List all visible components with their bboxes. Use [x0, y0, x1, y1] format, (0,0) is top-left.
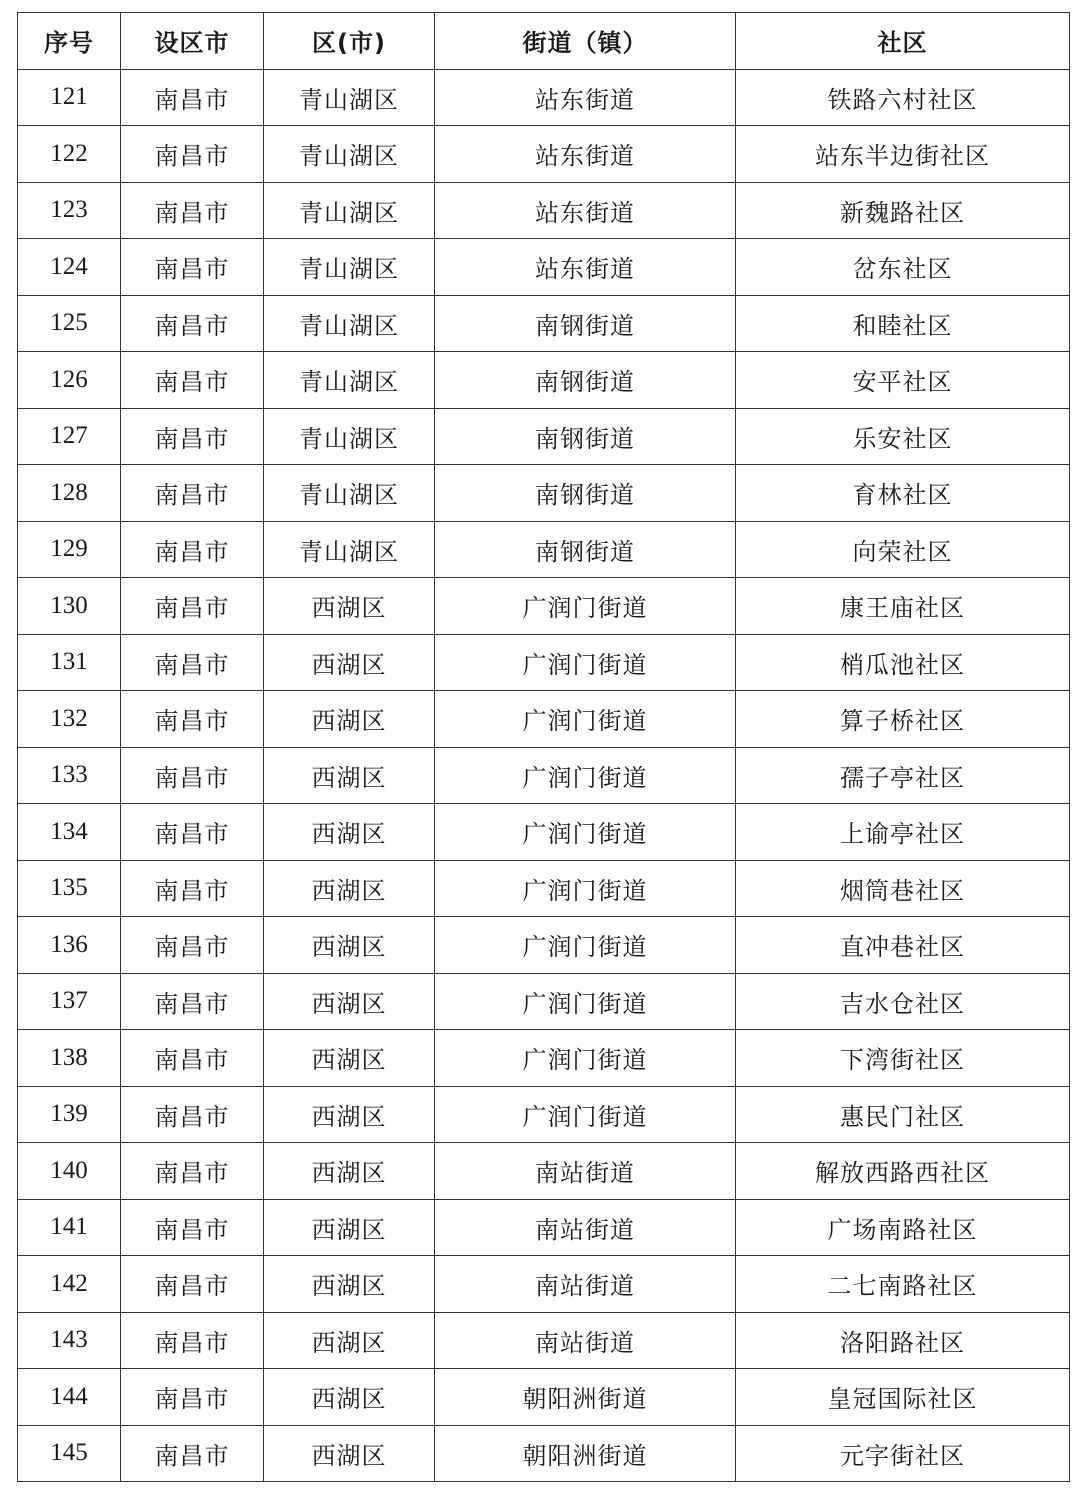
- cell-city: 南昌市: [121, 747, 264, 804]
- cell-district: 西湖区: [264, 1030, 435, 1087]
- cell-city: 南昌市: [121, 1086, 264, 1143]
- cell-city: 南昌市: [121, 521, 264, 578]
- cell-subdistrict: 广润门街道: [435, 691, 736, 748]
- cell-district: 西湖区: [264, 634, 435, 691]
- cell-district: 西湖区: [264, 860, 435, 917]
- cell-community: 向荣社区: [736, 521, 1070, 578]
- cell-subdistrict: 站东街道: [435, 126, 736, 183]
- cell-serial-number: 142: [18, 1256, 121, 1313]
- cell-subdistrict: 南钢街道: [435, 521, 736, 578]
- cell-serial-number: 145: [18, 1425, 121, 1482]
- cell-district: 青山湖区: [264, 521, 435, 578]
- table-row: [18, 1030, 1070, 1087]
- cell-subdistrict: 站东街道: [435, 69, 736, 126]
- cell-serial-number: 122: [18, 126, 121, 183]
- cell-district: 青山湖区: [264, 182, 435, 239]
- header-subdistrict: 街道（镇）: [435, 13, 736, 70]
- cell-district: 西湖区: [264, 1086, 435, 1143]
- cell-subdistrict: 南站街道: [435, 1312, 736, 1369]
- cell-community: 吉水仓社区: [736, 973, 1070, 1030]
- table-row: [18, 691, 1070, 748]
- cell-subdistrict: 南钢街道: [435, 352, 736, 409]
- cell-subdistrict: 广润门街道: [435, 634, 736, 691]
- table-row: [18, 1369, 1070, 1426]
- cell-subdistrict: 南钢街道: [435, 295, 736, 352]
- table-row: [18, 69, 1070, 126]
- cell-community: 解放西路西社区: [736, 1143, 1070, 1200]
- table-row: [18, 917, 1070, 974]
- cell-city: 南昌市: [121, 352, 264, 409]
- cell-serial-number: 138: [18, 1030, 121, 1087]
- cell-district: 西湖区: [264, 1256, 435, 1313]
- cell-serial-number: 121: [18, 69, 121, 126]
- cell-community: 上谕亭社区: [736, 804, 1070, 861]
- cell-district: 青山湖区: [264, 126, 435, 183]
- cell-district: 西湖区: [264, 578, 435, 635]
- table-row: [18, 295, 1070, 352]
- cell-district: 青山湖区: [264, 69, 435, 126]
- cell-district: 西湖区: [264, 804, 435, 861]
- cell-city: 南昌市: [121, 917, 264, 974]
- cell-subdistrict: 站东街道: [435, 182, 736, 239]
- cell-community: 乐安社区: [736, 408, 1070, 465]
- table-row: [18, 578, 1070, 635]
- cell-city: 南昌市: [121, 1199, 264, 1256]
- cell-community: 二七南路社区: [736, 1256, 1070, 1313]
- table-row: [18, 1256, 1070, 1313]
- cell-serial-number: 124: [18, 239, 121, 296]
- cell-city: 南昌市: [121, 578, 264, 635]
- cell-community: 广场南路社区: [736, 1199, 1070, 1256]
- cell-city: 南昌市: [121, 1030, 264, 1087]
- cell-serial-number: 131: [18, 634, 121, 691]
- header-community: 社区: [736, 13, 1070, 70]
- cell-community: 和睦社区: [736, 295, 1070, 352]
- cell-city: 南昌市: [121, 69, 264, 126]
- cell-district: 青山湖区: [264, 239, 435, 296]
- cell-city: 南昌市: [121, 1143, 264, 1200]
- cell-community: 康王庙社区: [736, 578, 1070, 635]
- cell-district: 西湖区: [264, 973, 435, 1030]
- cell-community: 站东半边街社区: [736, 126, 1070, 183]
- cell-serial-number: 130: [18, 578, 121, 635]
- cell-serial-number: 133: [18, 747, 121, 804]
- cell-subdistrict: 广润门街道: [435, 917, 736, 974]
- cell-serial-number: 144: [18, 1369, 121, 1426]
- table-row: [18, 1199, 1070, 1256]
- cell-city: 南昌市: [121, 1425, 264, 1482]
- cell-community: 铁路六村社区: [736, 69, 1070, 126]
- cell-city: 南昌市: [121, 973, 264, 1030]
- cell-city: 南昌市: [121, 691, 264, 748]
- cell-serial-number: 135: [18, 860, 121, 917]
- cell-district: 青山湖区: [264, 295, 435, 352]
- cell-subdistrict: 广润门街道: [435, 578, 736, 635]
- table-row: [18, 860, 1070, 917]
- cell-city: 南昌市: [121, 239, 264, 296]
- cell-district: 西湖区: [264, 917, 435, 974]
- cell-district: 青山湖区: [264, 465, 435, 522]
- cell-subdistrict: 南站街道: [435, 1143, 736, 1200]
- cell-community: 新魏路社区: [736, 182, 1070, 239]
- cell-city: 南昌市: [121, 1369, 264, 1426]
- cell-city: 南昌市: [121, 804, 264, 861]
- cell-community: 直冲巷社区: [736, 917, 1070, 974]
- cell-serial-number: 134: [18, 804, 121, 861]
- cell-subdistrict: 朝阳洲街道: [435, 1425, 736, 1482]
- cell-district: 青山湖区: [264, 352, 435, 409]
- cell-subdistrict: 南钢街道: [435, 408, 736, 465]
- table-row: [18, 352, 1070, 409]
- cell-community: 洛阳路社区: [736, 1312, 1070, 1369]
- header-district: 区(市): [264, 13, 435, 70]
- cell-district: 西湖区: [264, 1425, 435, 1482]
- table-row: [18, 973, 1070, 1030]
- table-row: [18, 804, 1070, 861]
- cell-city: 南昌市: [121, 860, 264, 917]
- cell-subdistrict: 广润门街道: [435, 1030, 736, 1087]
- table-row: [18, 465, 1070, 522]
- cell-community: 安平社区: [736, 352, 1070, 409]
- cell-subdistrict: 南站街道: [435, 1199, 736, 1256]
- table-row: [18, 1143, 1070, 1200]
- table-row: [18, 1312, 1070, 1369]
- table-row: [18, 408, 1070, 465]
- cell-city: 南昌市: [121, 295, 264, 352]
- header-row: [18, 13, 1070, 70]
- table-body: [18, 69, 1070, 1482]
- cell-district: 西湖区: [264, 691, 435, 748]
- cell-subdistrict: 站东街道: [435, 239, 736, 296]
- table-row: [18, 747, 1070, 804]
- cell-serial-number: 126: [18, 352, 121, 409]
- table-header: [18, 13, 1070, 70]
- cell-community: 元字街社区: [736, 1425, 1070, 1482]
- cell-city: 南昌市: [121, 1256, 264, 1313]
- cell-city: 南昌市: [121, 408, 264, 465]
- table-row: [18, 239, 1070, 296]
- cell-community: 孺子亭社区: [736, 747, 1070, 804]
- cell-serial-number: 140: [18, 1143, 121, 1200]
- cell-district: 青山湖区: [264, 408, 435, 465]
- cell-subdistrict: 广润门街道: [435, 860, 736, 917]
- cell-district: 西湖区: [264, 1143, 435, 1200]
- cell-serial-number: 127: [18, 408, 121, 465]
- cell-serial-number: 129: [18, 521, 121, 578]
- cell-district: 西湖区: [264, 1369, 435, 1426]
- header-city: 设区市: [121, 13, 264, 70]
- cell-district: 西湖区: [264, 747, 435, 804]
- cell-subdistrict: 朝阳洲街道: [435, 1369, 736, 1426]
- cell-city: 南昌市: [121, 182, 264, 239]
- cell-community: 皇冠国际社区: [736, 1369, 1070, 1426]
- cell-community: 梢瓜池社区: [736, 634, 1070, 691]
- cell-city: 南昌市: [121, 1312, 264, 1369]
- cell-subdistrict: 广润门街道: [435, 747, 736, 804]
- cell-serial-number: 143: [18, 1312, 121, 1369]
- header-serial-number: 序号: [18, 13, 121, 70]
- cell-community: 算子桥社区: [736, 691, 1070, 748]
- cell-serial-number: 123: [18, 182, 121, 239]
- cell-community: 岔东社区: [736, 239, 1070, 296]
- community-table: [17, 12, 1070, 1482]
- cell-subdistrict: 南钢街道: [435, 465, 736, 522]
- table-row: [18, 1425, 1070, 1482]
- cell-subdistrict: 南站街道: [435, 1256, 736, 1313]
- table-row: [18, 1086, 1070, 1143]
- table-row: [18, 521, 1070, 578]
- cell-community: 惠民门社区: [736, 1086, 1070, 1143]
- cell-serial-number: 141: [18, 1199, 121, 1256]
- cell-subdistrict: 广润门街道: [435, 804, 736, 861]
- cell-serial-number: 139: [18, 1086, 121, 1143]
- cell-serial-number: 132: [18, 691, 121, 748]
- table-row: [18, 126, 1070, 183]
- cell-city: 南昌市: [121, 126, 264, 183]
- cell-serial-number: 125: [18, 295, 121, 352]
- cell-subdistrict: 广润门街道: [435, 973, 736, 1030]
- table-row: [18, 634, 1070, 691]
- cell-subdistrict: 广润门街道: [435, 1086, 736, 1143]
- cell-serial-number: 137: [18, 973, 121, 1030]
- cell-district: 西湖区: [264, 1312, 435, 1369]
- cell-city: 南昌市: [121, 465, 264, 522]
- cell-city: 南昌市: [121, 634, 264, 691]
- cell-district: 西湖区: [264, 1199, 435, 1256]
- table-row: [18, 182, 1070, 239]
- cell-serial-number: 136: [18, 917, 121, 974]
- cell-community: 育林社区: [736, 465, 1070, 522]
- cell-serial-number: 128: [18, 465, 121, 522]
- cell-community: 下湾街社区: [736, 1030, 1070, 1087]
- cell-community: 烟筒巷社区: [736, 860, 1070, 917]
